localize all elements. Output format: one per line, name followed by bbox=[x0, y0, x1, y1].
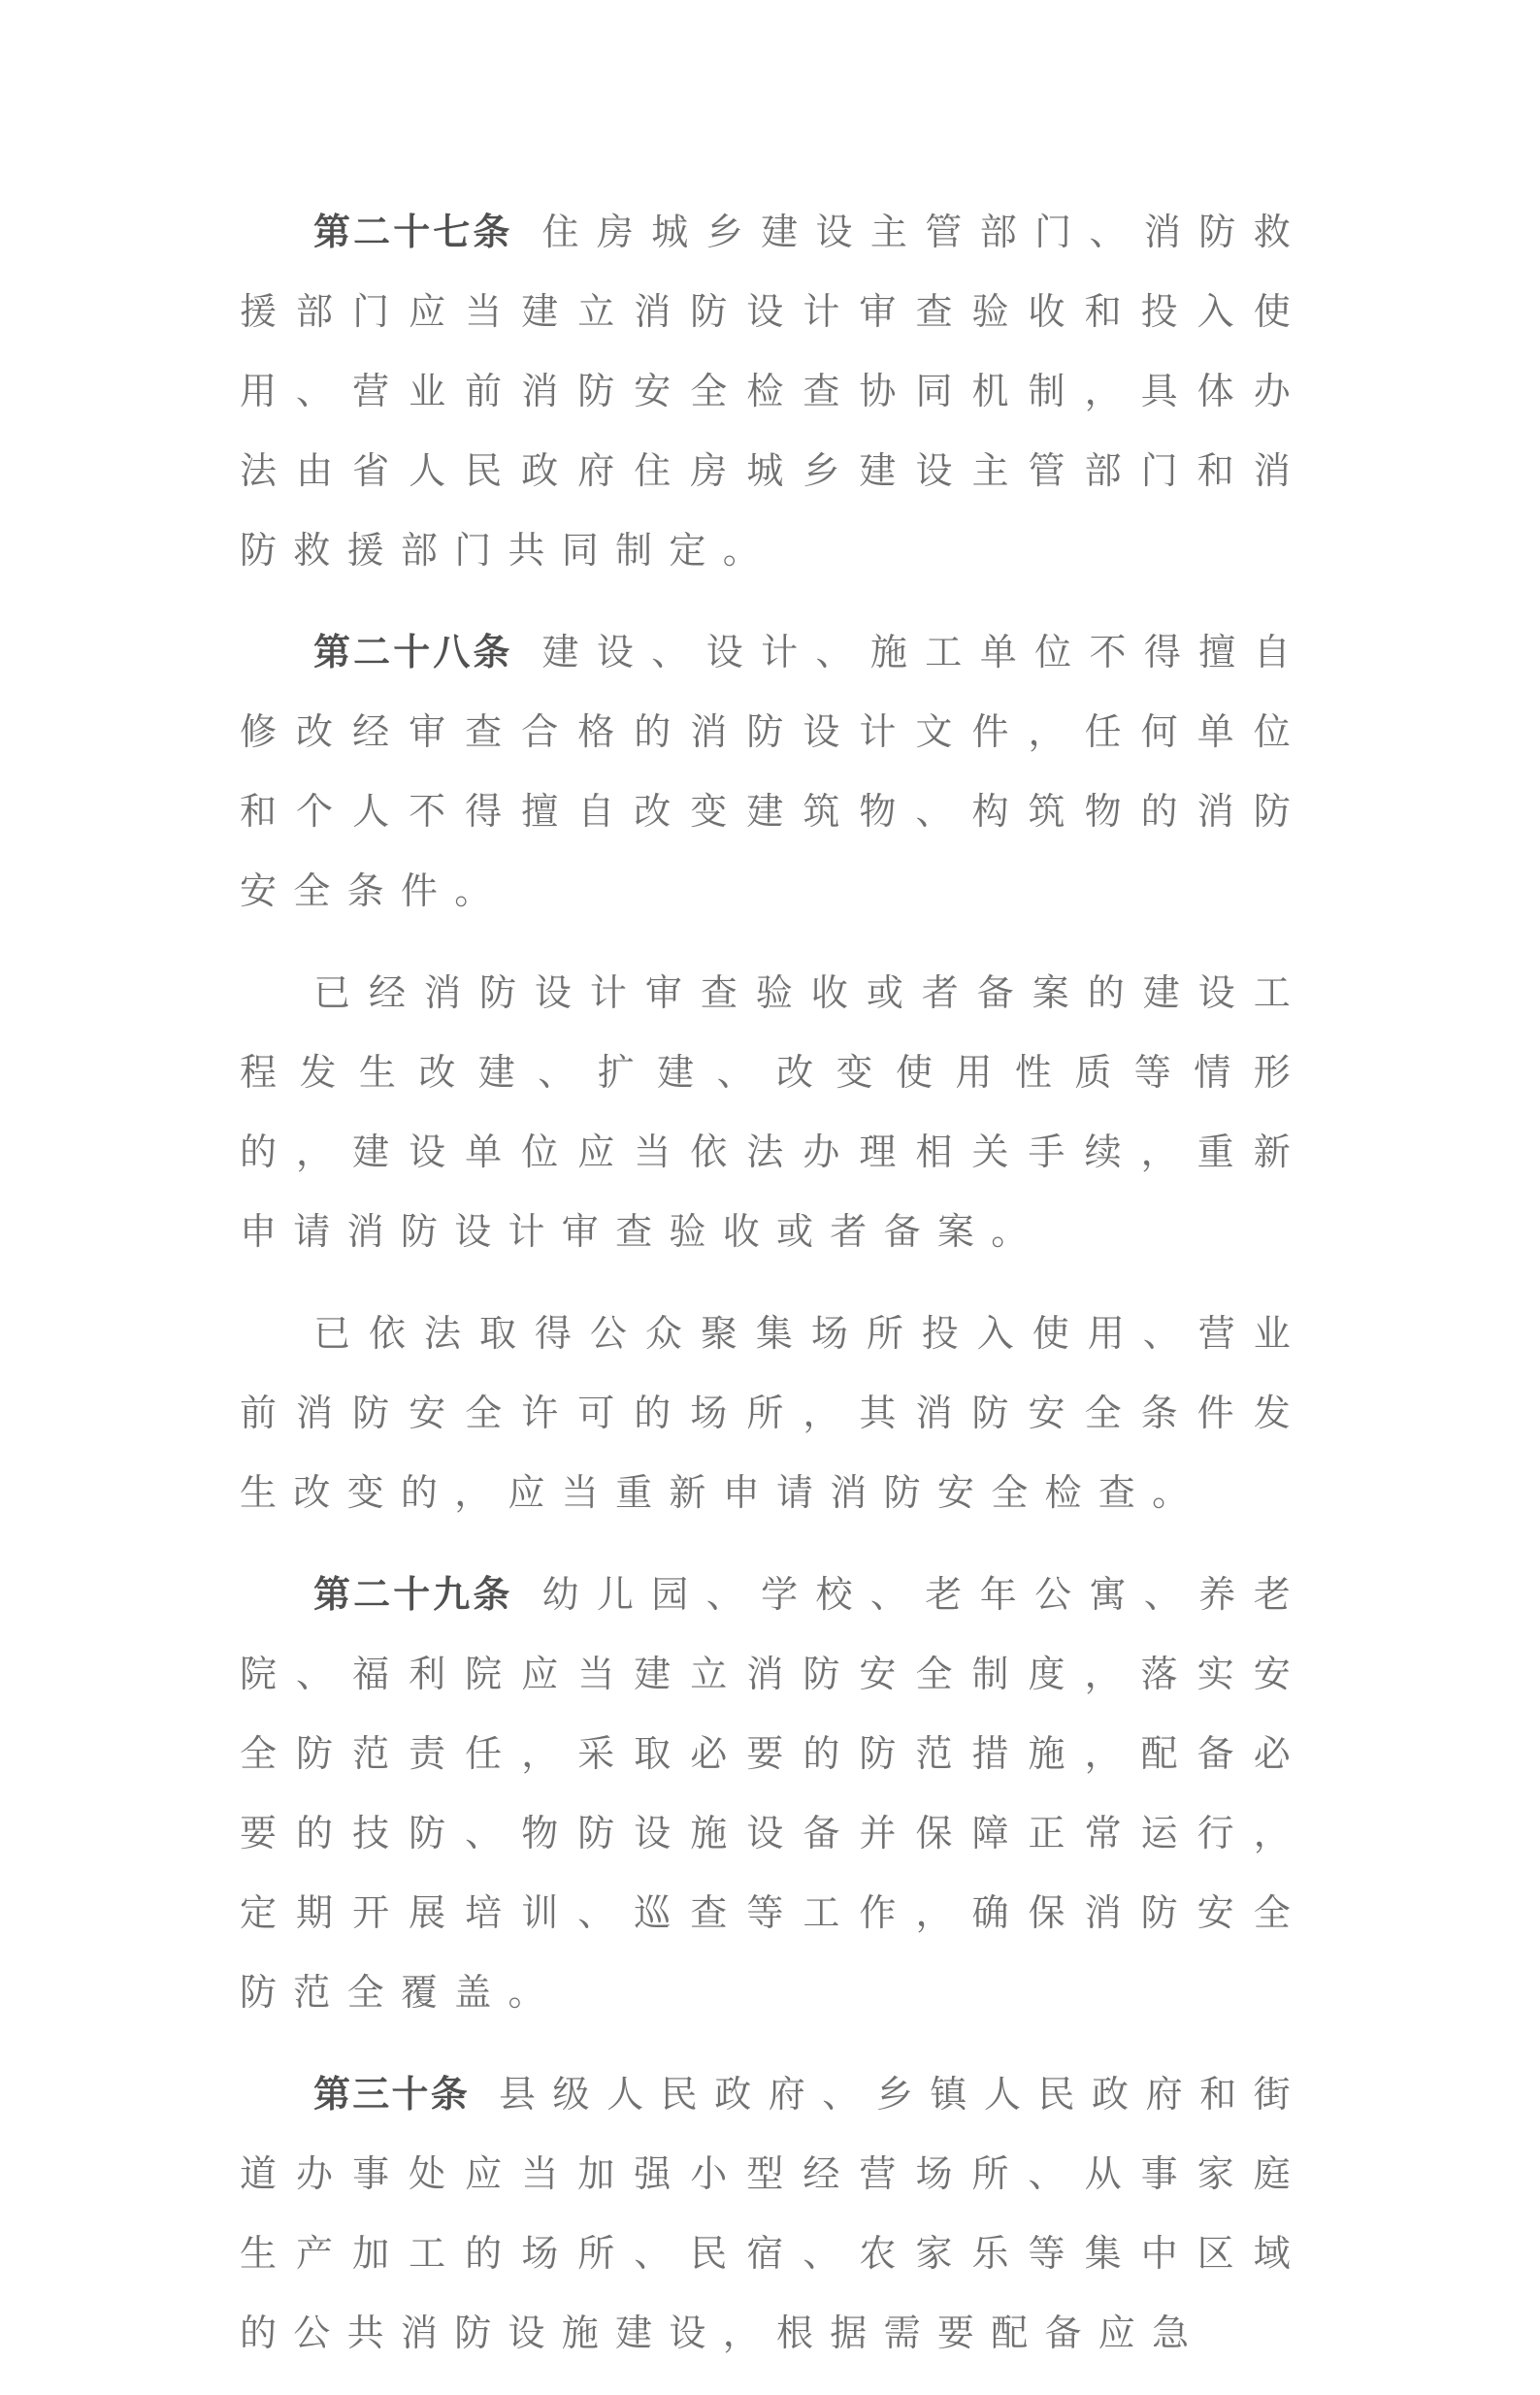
paragraph-text: 住房城乡建设主管部门、消防救援部门应当建立消防设计审查验收和投入使用、营业前消防安全检查协同机制，具体办法由省人民政府住房城乡建设主管部门和消防救援部门共同制定。 bbox=[240, 211, 1307, 572]
article-number: 第二十九条 bbox=[313, 1573, 513, 1616]
article-28-clause-3-paragraph bbox=[240, 1294, 1307, 1532]
article-number: 第三十条 bbox=[313, 2073, 470, 2116]
article-28-clause-2-paragraph bbox=[240, 953, 1307, 1271]
paragraph-text: 已依法取得公众聚集场所投入使用、营业前消防安全许可的场所，其消防安全条件发生改变的，应当重新申请消防安全检查。 bbox=[240, 1312, 1307, 1514]
paragraph-text: 建设、设计、施工单位不得擅自修改经审查合格的消防设计文件，任何单位和个人不得擅自改变建筑物、构筑物的消防安全条件。 bbox=[240, 631, 1307, 912]
article-28-paragraph bbox=[240, 612, 1307, 931]
article-27-paragraph bbox=[240, 192, 1307, 590]
paragraph-text: 县级人民政府、乡镇人民政府和街道办事处应当加强小型经营场所、从事家庭生产加工的场所、民宿、农家乐等集中区域的公共消防设施建设，根据需要配备应急 bbox=[240, 2073, 1307, 2354]
article-30-paragraph bbox=[240, 2054, 1307, 2373]
article-29-paragraph bbox=[240, 1555, 1307, 2032]
document-page bbox=[240, 192, 1307, 2395]
paragraph-text: 幼儿园、学校、老年公寓、养老院、福利院应当建立消防安全制度，落实安全防范责任，采取必要的防范措施，配备必要的技防、物防设施设备并保障正常运行，定期开展培训、巡查等工作，确保消防安全防范全覆盖。 bbox=[240, 1573, 1307, 2014]
paragraph-text: 已经消防设计审查验收或者备案的建设工程发生改建、扩建、改变使用性质等情形的，建设单位应当依法办理相关手续，重新申请消防设计审查验收或者备案。 bbox=[240, 971, 1307, 1253]
article-number: 第二十七条 bbox=[313, 211, 513, 253]
article-number: 第二十八条 bbox=[313, 631, 513, 673]
